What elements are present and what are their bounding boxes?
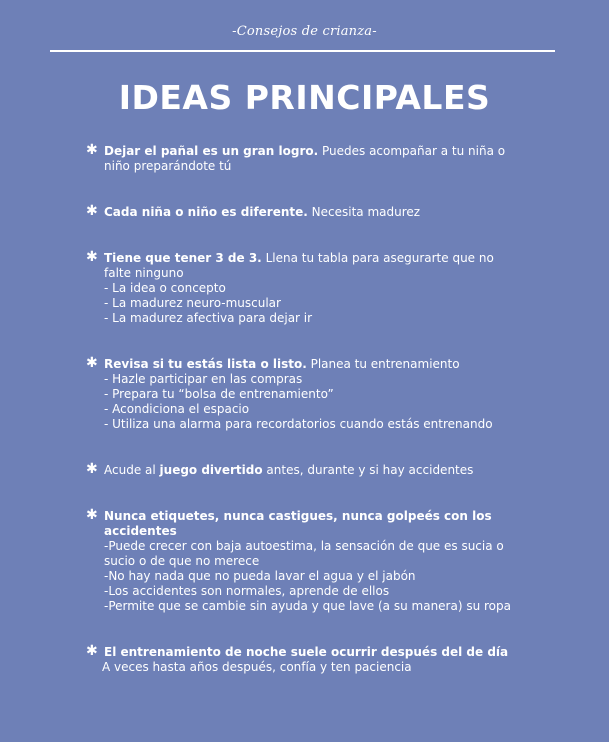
idea-detail-line: niño preparándote tú (104, 159, 232, 173)
idea-detail-line: - Acondiciona el espacio (104, 402, 250, 416)
idea-text: Puedes acompañar a tu niña o (318, 144, 506, 158)
idea-first-line (104, 645, 579, 660)
asterisk-bullet-icon: ✱ (86, 249, 98, 265)
idea-item (86, 144, 579, 174)
idea-heading: Dejar el pañal es un gran logro. (104, 144, 319, 158)
idea-heading: Revisa si tu estás lista o listo. (104, 357, 307, 371)
idea-text: Necesita madurez (307, 205, 421, 219)
idea-heading-continued: accidentes (104, 524, 177, 538)
idea-heading: Cada niña o niño es diferente. (104, 205, 308, 219)
idea-detail-line: - La idea o concepto (104, 281, 226, 295)
idea-detail-line: -No hay nada que no pueda lavar el agua y el jabón (104, 569, 416, 583)
idea-detail-line: - La madurez neuro-muscular (104, 296, 281, 310)
idea-heading: Tiene que tener 3 de 3. (104, 251, 262, 265)
idea-detail-line: -Los accidentes son normales, aprende de ellos (104, 584, 390, 598)
idea-detail-line: - La madurez afectiva para dejar ir (104, 311, 313, 325)
section-label: -Consejos de crianza- (232, 24, 377, 39)
idea-text: Llena tu tabla para asegurarte que no (261, 251, 494, 265)
asterisk-bullet-icon: ✱ (86, 203, 98, 219)
divider (50, 50, 555, 52)
asterisk-bullet-icon: ✱ (86, 507, 98, 523)
idea-first-line (104, 251, 579, 266)
idea-first-line (104, 205, 579, 220)
idea-heading: Nunca etiquetes, nunca castigues, nunca golpeés con los (104, 509, 492, 523)
idea-detail-line: -Puede crecer con baja autoestima, la sensación de que es sucia o (104, 539, 504, 553)
idea-first-line (104, 144, 579, 159)
idea-first-line (104, 357, 579, 372)
asterisk-bullet-icon: ✱ (86, 643, 98, 659)
idea-detail-line: - Utiliza una alarma para recordatorios cuando estás entrenando (104, 417, 493, 431)
asterisk-bullet-icon: ✱ (86, 461, 98, 477)
idea-item (86, 645, 579, 675)
idea-item (86, 205, 579, 220)
idea-detail-line: -Permite que se cambie sin ayuda y que lave (a su manera) su ropa (104, 599, 511, 613)
idea-first-line (104, 463, 579, 478)
idea-item (86, 251, 579, 326)
asterisk-bullet-icon: ✱ (86, 142, 98, 158)
idea-detail-line: - Hazle participar en las compras (104, 372, 303, 386)
idea-item (86, 357, 579, 432)
asterisk-bullet-icon: ✱ (86, 355, 98, 371)
idea-detail-line: - Prepara tu “bolsa de entrenamiento” (104, 387, 334, 401)
idea-detail-line: sucio o de que no merece (104, 554, 260, 568)
idea-detail-line: falte ninguno (104, 266, 184, 280)
idea-item (86, 463, 579, 478)
idea-text: Acude al (104, 463, 160, 477)
idea-detail-line: A veces hasta años después, confía y ten paciencia (102, 660, 412, 674)
idea-heading: El entrenamiento de noche suele ocurrir después del de día (104, 645, 509, 659)
idea-heading: juego divertido (159, 463, 263, 477)
idea-text: antes, durante y si hay accidentes (262, 463, 474, 477)
idea-text: Planea tu entrenamiento (306, 357, 460, 371)
header (0, 20, 609, 39)
idea-item (86, 509, 579, 614)
idea-first-line (104, 509, 579, 524)
page-title: IDEAS PRINCIPALES (118, 78, 491, 117)
